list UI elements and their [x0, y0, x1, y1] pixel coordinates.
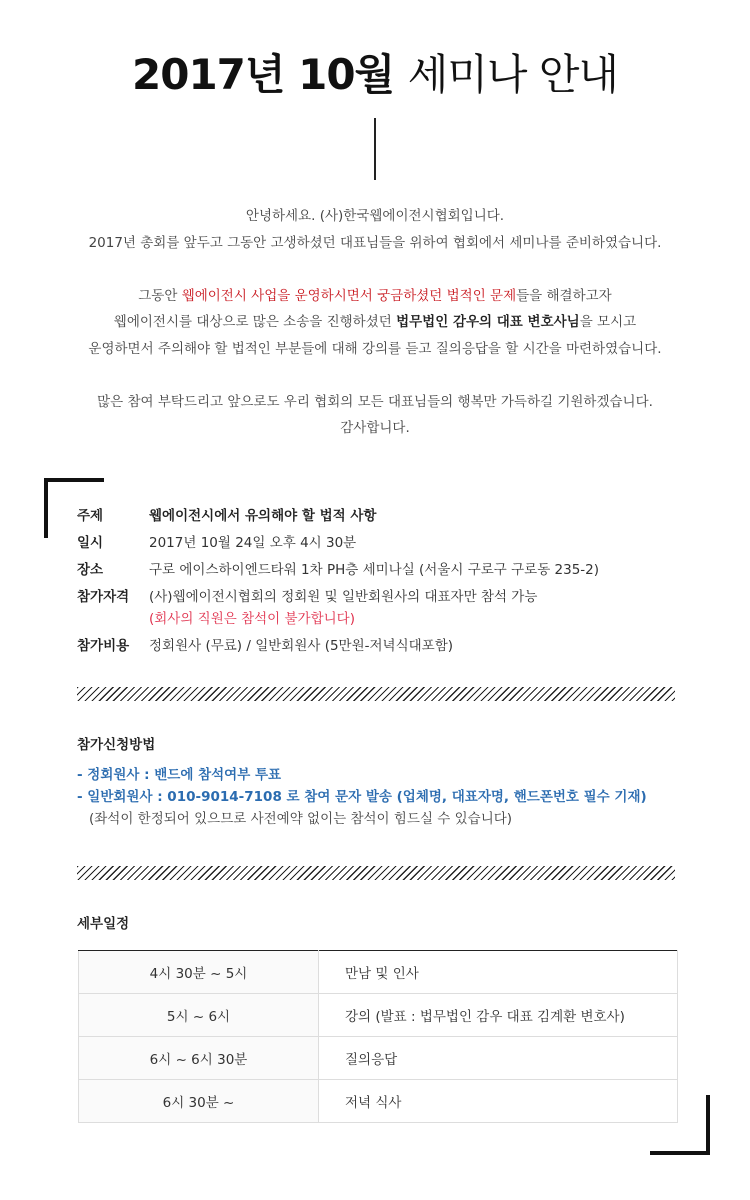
- text-span: 을 모시고: [579, 314, 637, 330]
- text-span: 그동안: [138, 287, 182, 304]
- schedule-desc: 강의 (발표 : 법무법인 감우 대표 김계환 변호사): [319, 994, 678, 1037]
- schedule-section-title: 세부일정: [77, 916, 130, 932]
- highlight-text: 웹에이전시 사업을 운영하시면서 궁금하셨던 법적인 문제: [181, 287, 517, 304]
- apply-note: (좌석이 한정되어 있으므로 사전예약 없이는 참석이 힘드실 수 있습니다): [89, 811, 513, 827]
- info-value: [149, 505, 677, 527]
- info-label: 참가비용: [77, 638, 130, 654]
- apply-method: [77, 764, 677, 830]
- bold-text: 법무법인 감우의 대표 변호사님: [396, 314, 580, 330]
- apply-line-general: - 일반회원사 : 010-9014-7108 로 참여 문자 발송 (업체명, 대표자명, 핸드폰번호 필수 기재): [77, 789, 647, 805]
- info-row-qualification: [77, 586, 677, 630]
- table-row: [79, 1080, 678, 1123]
- schedule-desc: 저녁 식사: [319, 1080, 678, 1123]
- title-date: 2017년 10월: [132, 50, 395, 99]
- text-span: 웹에이전시를 대상으로 많은 소송을 진행하셨던: [113, 314, 397, 330]
- info-label: 참가자격: [77, 589, 130, 605]
- table-row: [79, 951, 678, 994]
- text-span: 들을 해결하고자: [516, 287, 612, 304]
- info-value: 정회원사 (무료) / 일반회원사 (5만원-저녁식대포함): [149, 638, 454, 654]
- title-divider: [374, 118, 376, 180]
- intro-line: 2017년 총회를 앞두고 그동안 고생하셨던 대표님들을 위하여 협회에서 세미나를 준비하였습니다.: [88, 234, 662, 251]
- info-value: [149, 586, 677, 630]
- info-label: 주제: [77, 508, 104, 524]
- hatch-divider: [77, 687, 675, 701]
- intro-text: [0, 203, 750, 468]
- qualification-text: (사)웹에이전시협회의 정회원 및 일반회원사의 대표자만 참석 가능: [149, 589, 538, 605]
- schedule-time: 6시 ~ 6시 30분: [79, 1037, 319, 1080]
- intro-paragraph-2: [0, 283, 750, 363]
- info-row-topic: [77, 505, 677, 527]
- schedule-time: 4시 30분 ~ 5시: [79, 951, 319, 994]
- table-row: [79, 1037, 678, 1080]
- apply-line-regular: - 정회원사 : 밴드에 참석여부 투표: [77, 767, 282, 783]
- info-row-date: [77, 532, 677, 554]
- intro-line: [0, 309, 750, 336]
- schedule-time: 5시 ~ 6시: [79, 994, 319, 1037]
- intro-line: 감사합니다.: [340, 420, 410, 436]
- info-label: 일시: [77, 535, 104, 551]
- info-label: 장소: [77, 562, 104, 578]
- hatch-divider: [77, 866, 675, 880]
- corner-bracket-bottom-right: [650, 1095, 710, 1155]
- table-row: [79, 994, 678, 1037]
- schedule-table: [78, 950, 678, 1123]
- intro-line: [0, 283, 750, 310]
- info-row-fee: [77, 635, 677, 657]
- page-title: [0, 42, 750, 102]
- info-value: 2017년 10월 24일 오후 4시 30분: [149, 535, 357, 551]
- topic-value: 웹에이전시에서 유의해야 할 법적 사항: [149, 508, 377, 524]
- schedule-time: 6시 30분 ~: [79, 1080, 319, 1123]
- info-row-place: [77, 559, 677, 581]
- intro-paragraph-1: [0, 203, 750, 256]
- intro-line: 운영하면서 주의해야 할 법적인 부분들에 대해 강의를 듣고 질의응답을 할 시간을 마련하였습니다.: [88, 340, 662, 357]
- intro-paragraph-3: [0, 389, 750, 442]
- intro-line: 안녕하세요. (사)한국웹에이전시협회입니다.: [245, 208, 505, 224]
- info-value: 구로 에이스하이엔드타워 1차 PH층 세미나실 (서울시 구로구 구로동 235-2): [149, 562, 600, 578]
- schedule-desc: 질의응답: [319, 1037, 678, 1080]
- intro-line: 많은 참여 부탁드리고 앞으로도 우리 협회의 모든 대표님들의 행복만 가득하길 기원하겠습니다.: [97, 393, 653, 410]
- title-text: 세미나 안내: [407, 50, 618, 99]
- event-info: [77, 505, 677, 662]
- schedule-desc: 만남 및 인사: [319, 951, 678, 994]
- qualification-note: (회사의 직원은 참석이 불가합니다): [149, 611, 355, 627]
- apply-section-title: 참가신청방법: [77, 737, 156, 753]
